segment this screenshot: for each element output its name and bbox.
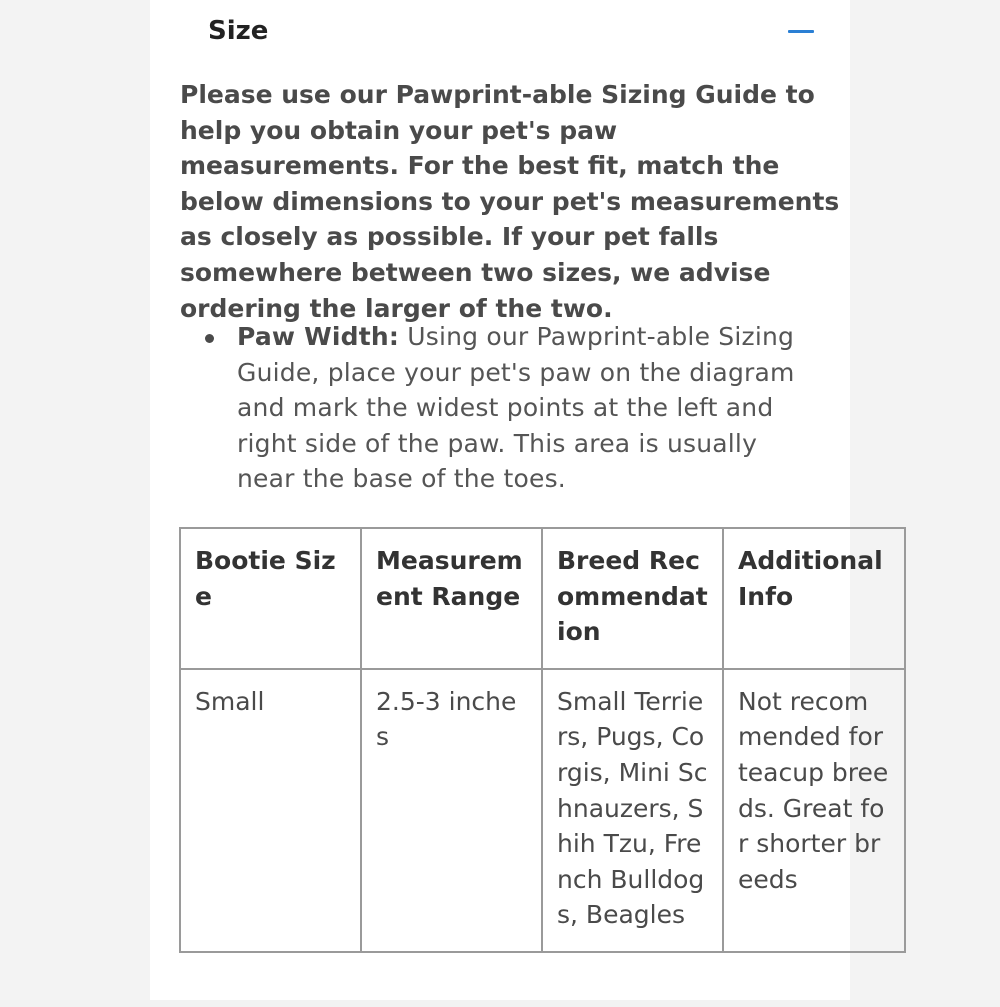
- section-title: Size: [208, 16, 269, 46]
- cell-range: 2.5-3 inches: [361, 669, 542, 952]
- bullet-text: Using our Pawprint-able Sizing Guide, place your pet's paw on the diagram and mark the widest points at the left and right side of the paw. This area is usually near the base of the toes.: [237, 322, 795, 494]
- header-additional-info: Additional Info: [723, 528, 905, 669]
- bullet-icon: [205, 334, 214, 343]
- header-breed-recommendation: Breed Recommendation: [542, 528, 723, 669]
- table-header-row: [180, 528, 905, 669]
- size-section-header[interactable]: [150, 0, 850, 62]
- cell-breeds: Small Terriers, Pugs, Corgis, Mini Schnauzers, Shih Tzu, French Bulldogs, Beagles: [542, 669, 723, 952]
- product-details-card: [150, 0, 889, 1000]
- cell-info: Not recommended for teacup breeds. Great for shorter breeds: [723, 669, 905, 952]
- sizing-intro-text: Please use our Pawprint-able Sizing Guide to help you obtain your pet's paw measurements. For the best fit, match the below dimensions to your pet's measurements as closely as possible. If your pet falls somewhere between two sizes, we advise ordering the larger of the two.: [180, 80, 840, 323]
- header-measurement-range: Measurement Range: [361, 528, 542, 669]
- measurement-instructions: [180, 319, 820, 497]
- table-row: [180, 669, 905, 952]
- header-bootie-size: Bootie Size: [180, 528, 361, 669]
- bullet-term: Paw Width:: [237, 322, 400, 351]
- minus-icon[interactable]: [788, 20, 814, 42]
- cell-size: Small: [180, 669, 361, 952]
- size-table-container[interactable]: [179, 527, 889, 1007]
- size-table: [179, 527, 906, 953]
- list-item: [180, 319, 820, 497]
